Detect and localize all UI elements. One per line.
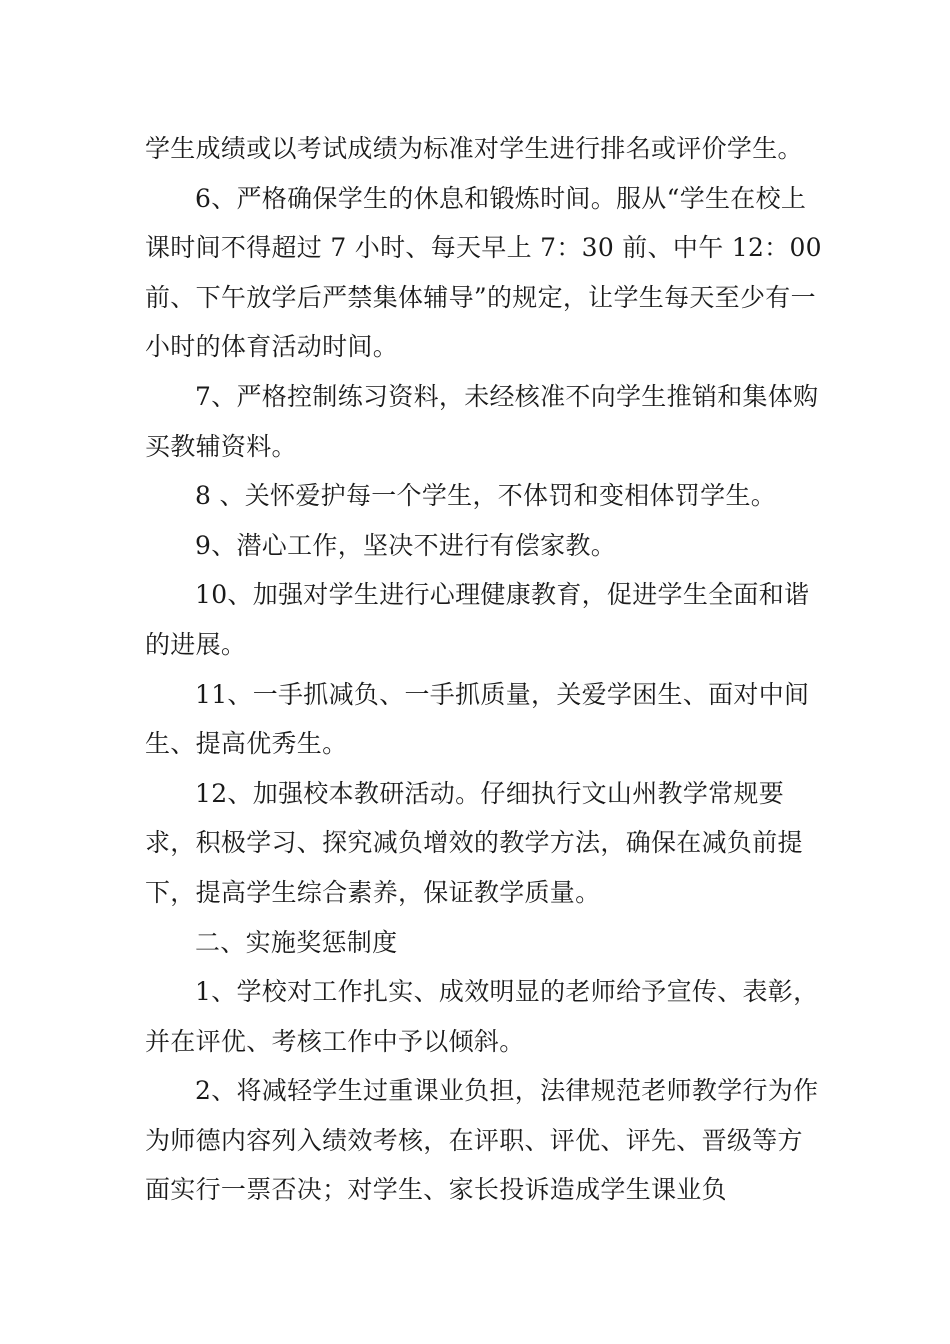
paragraph-item-9: 9、潜心工作，坚决不进行有偿家教。 — [195, 530, 617, 560]
paragraph-reward-1: 1、学校对工作扎实、成效明显的老师给予宣传、表彰，并在评优、考核工作中予以倾斜。 — [145, 977, 819, 1056]
paragraph-item-6: 6、严格确保学生的休息和锻炼时间。服从“学生在校上课时间不得超过 7 小时、每天早上 7：30 前、中午 12：00 前、下午放学后严禁集体辅导”的规定，让学生每天至少有一小时的体育活动时间。 — [145, 183, 822, 362]
paragraph-continuation: 学生成绩或以考试成绩为标准对学生进行排名或评价学生。 — [145, 134, 803, 163]
paragraph-item-7: 7、严格控制练习资料，未经核准不向学生推销和集体购买教辅资料。 — [145, 381, 819, 461]
paragraph-item-11: 11、一手抓减负、一手抓质量，关爱学困生、面对中间生、提高优秀生。 — [145, 679, 810, 759]
paragraph-item-12: 12、加强校本教研活动。仔细执行文山州教学常规要求，积极学习、探究减负增效的教学方法，确保在减负前提下，提高学生综合素养，保证教学质量。 — [145, 778, 803, 907]
paragraph-item-10: 10、加强对学生进行心理健康教育，促进学生全面和谐的进展。 — [145, 580, 810, 659]
document-body — [145, 124, 825, 1215]
paragraph-item-8: 8 、关怀爱护每一个学生，不体罚和变相体罚学生。 — [195, 481, 777, 511]
section-heading-rewards: 二、实施奖惩制度 — [195, 927, 398, 957]
paragraph-reward-2: 2、将减轻学生过重课业负担，法律规范老师教学行为作为师德内容列入绩效考核，在评职、评优、评先、晋级等方面实行一票否决；对学生、家长投诉造成学生课业负 — [145, 1076, 819, 1205]
